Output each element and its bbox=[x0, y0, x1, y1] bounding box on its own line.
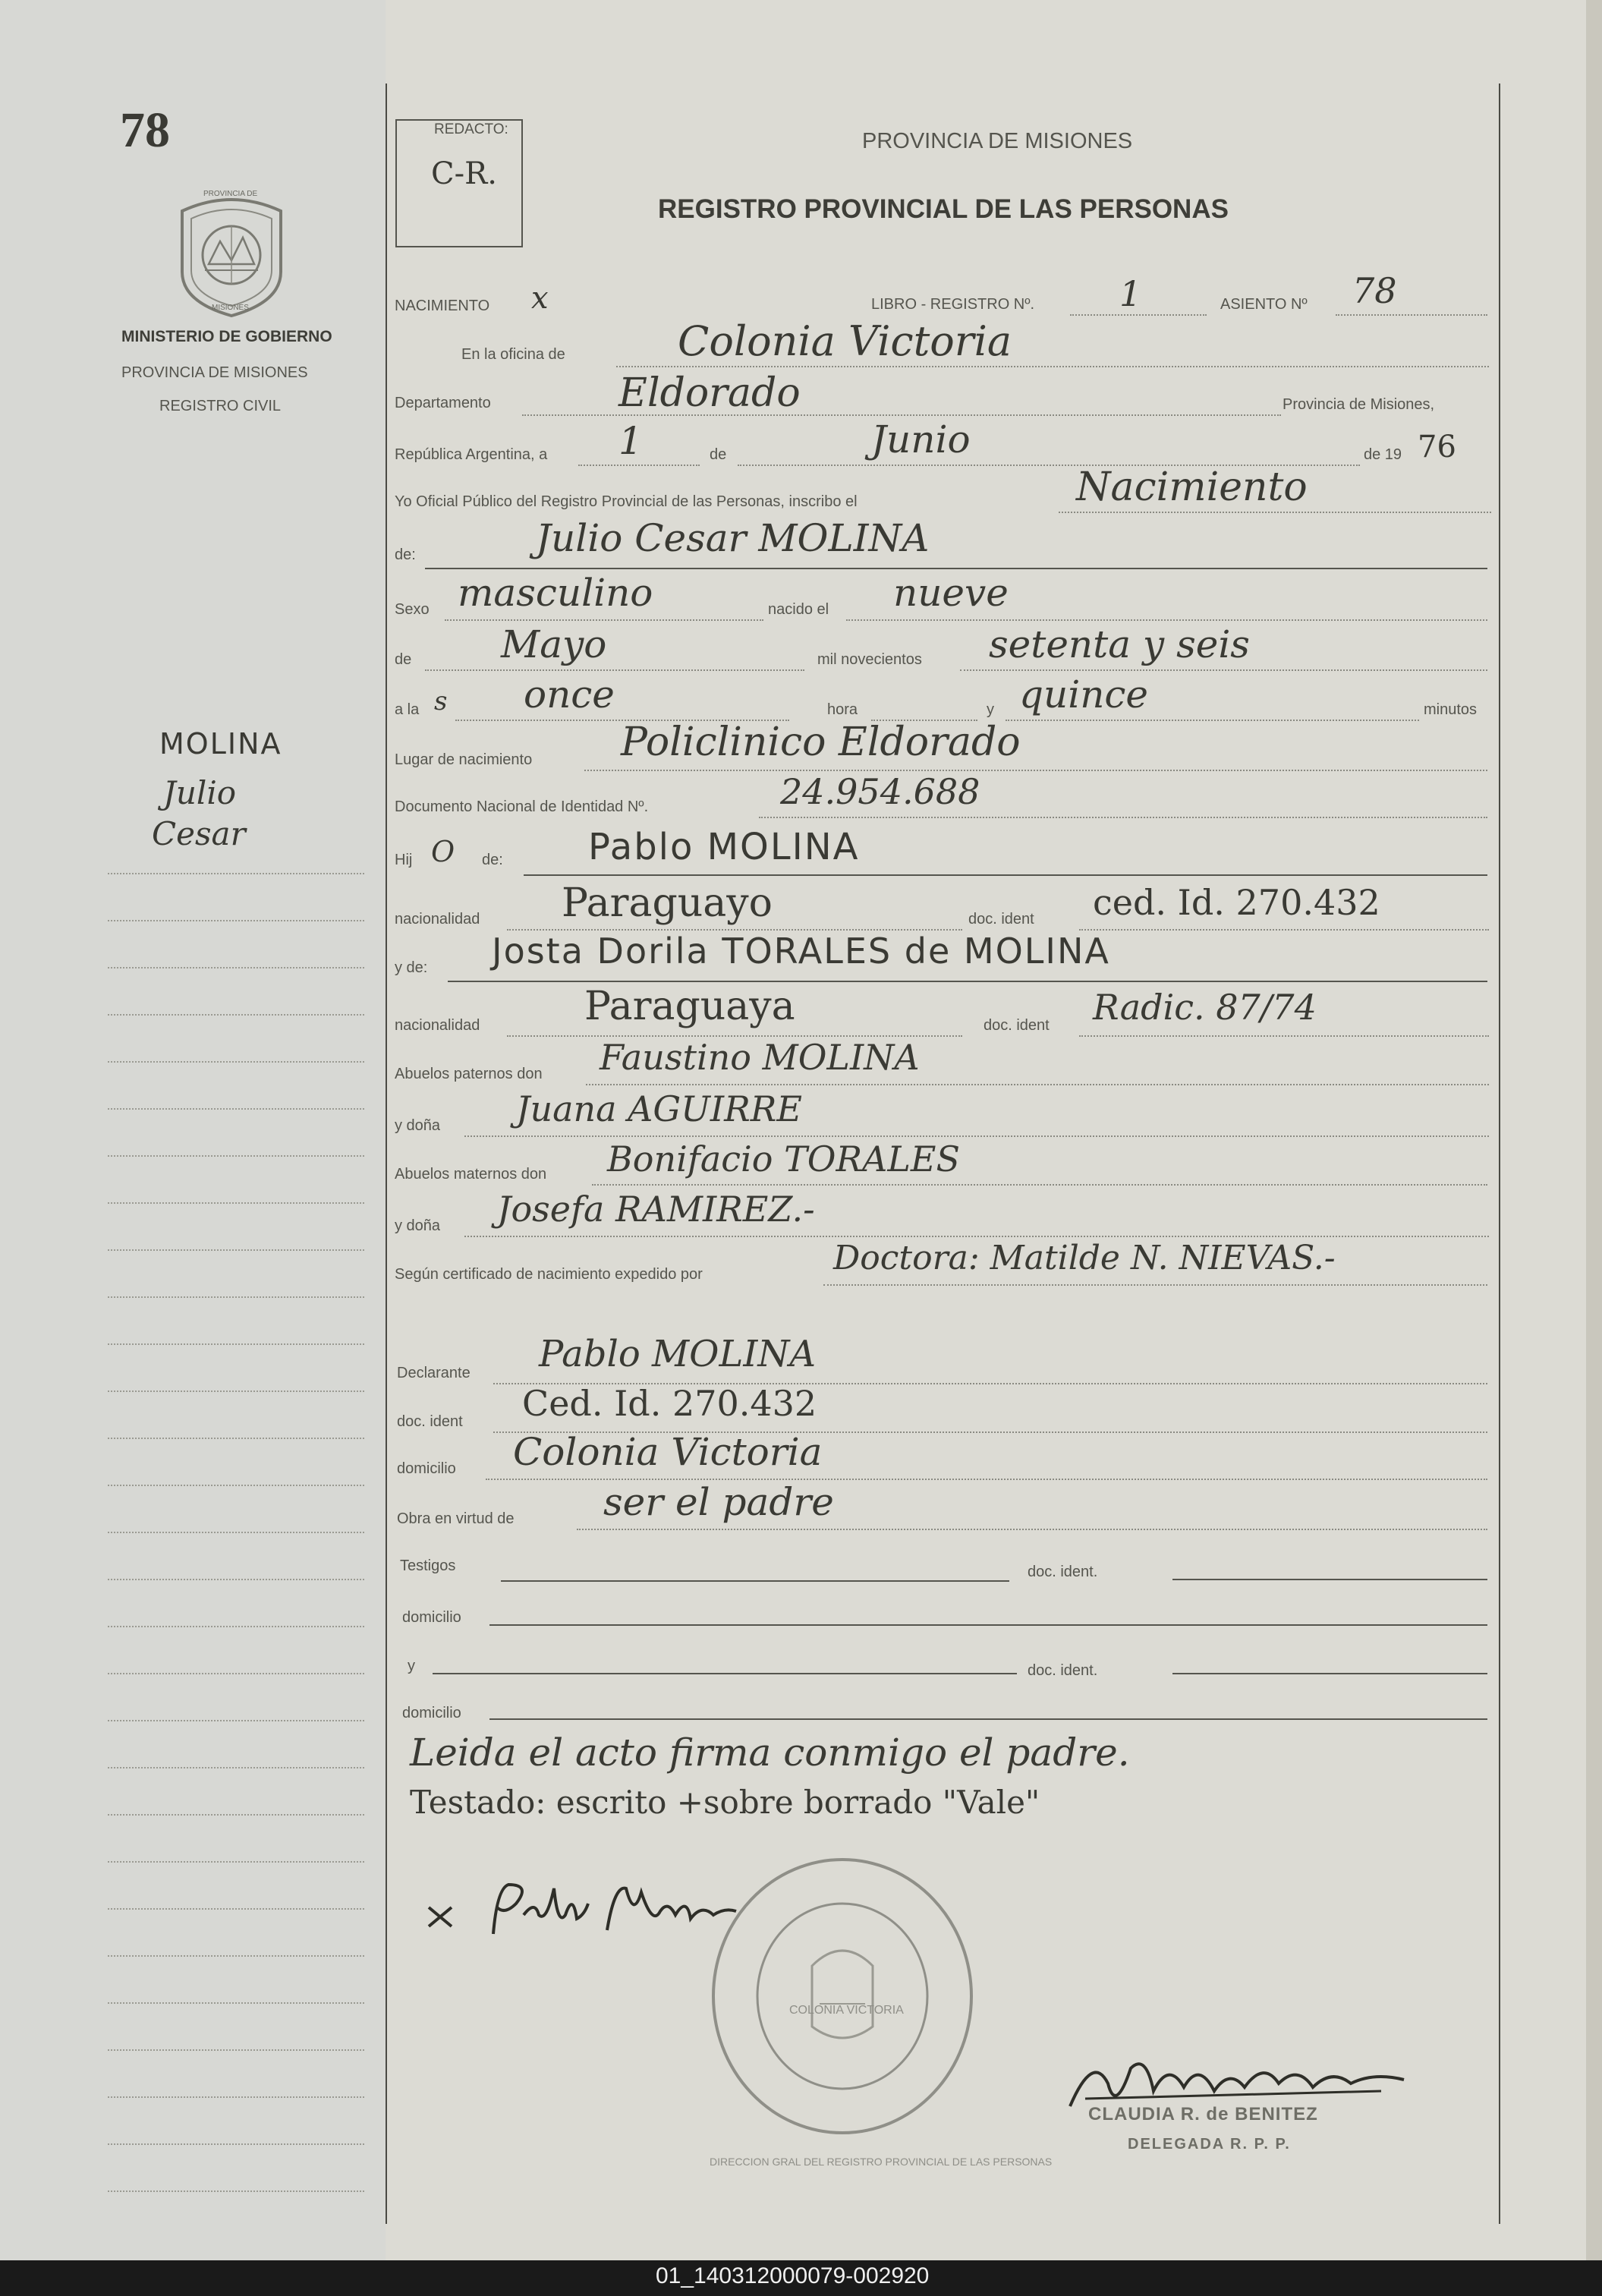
abuelos-paternos-line bbox=[586, 1084, 1489, 1085]
testigos-dom2-label: domicilio bbox=[402, 1705, 461, 1721]
crest-bottom-text: MISIONES bbox=[212, 304, 249, 312]
margin-rule-line bbox=[108, 1908, 364, 1910]
right-border-rule bbox=[1499, 83, 1500, 2224]
margin-rule-line bbox=[108, 1249, 364, 1251]
fecha-year-label: de 19 bbox=[1364, 446, 1402, 463]
testigos-y-label: y bbox=[408, 1658, 415, 1674]
margin-rule-line bbox=[108, 1108, 364, 1110]
madre-line bbox=[448, 981, 1487, 982]
nac-madre-doc-label: doc. ident bbox=[984, 1017, 1050, 1034]
abuelos-paternos-value: Faustino MOLINA bbox=[600, 1037, 920, 1078]
abuelos-paternos-label: Abuelos paternos don bbox=[395, 1066, 543, 1082]
asiento-line bbox=[1336, 314, 1487, 316]
certificado-label: Según certificado de nacimiento expedido por bbox=[395, 1266, 703, 1283]
declarant-signature-text bbox=[455, 1943, 461, 1944]
testigos-label: Testigos bbox=[400, 1557, 456, 1574]
closing-line1: Leida el acto firma conmigo el padre. bbox=[410, 1731, 1130, 1775]
declarante-label: Declarante bbox=[397, 1365, 471, 1381]
fecha-day-line bbox=[578, 465, 700, 466]
abuela-materna-label: y doña bbox=[395, 1217, 441, 1234]
inscribo-label: Yo Oficial Público del Registro Provincial de las Personas, inscribo el bbox=[395, 493, 858, 510]
closing-line2: Testado: escrito +sobre borrado "Vale" bbox=[410, 1784, 1040, 1821]
redacto-value: C-R. bbox=[431, 156, 497, 191]
lugar-line bbox=[584, 770, 1487, 771]
crest-top-text: PROVINCIA DE bbox=[203, 190, 258, 198]
mes-value: Mayo bbox=[501, 622, 607, 666]
nacimiento-label: NACIMIENTO bbox=[395, 298, 490, 314]
mes-label: de bbox=[395, 651, 412, 668]
dni-label: Documento Nacional de Identidad Nº. bbox=[395, 798, 649, 815]
testigos-dom2-line bbox=[489, 1718, 1487, 1720]
mil-value: setenta y seis bbox=[989, 622, 1250, 666]
fecha-month: Junio bbox=[871, 417, 971, 461]
margin-rule-line bbox=[108, 1061, 364, 1063]
nacido-value: nueve bbox=[893, 571, 1009, 615]
abuelos-maternos-line bbox=[592, 1184, 1487, 1186]
page-edge bbox=[1586, 0, 1602, 2260]
margin-rule-line bbox=[108, 1626, 364, 1627]
margin-note-surname: MOLINA bbox=[159, 727, 282, 761]
nac-padre-doc-label: doc. ident bbox=[968, 911, 1034, 928]
oficina-value: Colonia Victoria bbox=[678, 317, 1012, 365]
minutos-line bbox=[1006, 720, 1419, 721]
testigos-doc2-line bbox=[1172, 1673, 1487, 1674]
margin-rule-line bbox=[108, 1532, 364, 1533]
testigos-doc-label: doc. ident. bbox=[1028, 1564, 1098, 1580]
abuela-paterna-label: y doña bbox=[395, 1117, 441, 1134]
official-title: DELEGADA R. P. P. bbox=[1128, 2136, 1291, 2153]
margin-rule-line bbox=[108, 1343, 364, 1345]
provincia-suffix: Provincia de Misiones, bbox=[1283, 396, 1435, 413]
madre-label: y de: bbox=[395, 959, 428, 976]
mil-label: mil novecientos bbox=[817, 651, 922, 668]
testigos-doc2-label: doc. ident. bbox=[1028, 1662, 1098, 1679]
hijo-line bbox=[524, 874, 1487, 876]
hijo-suffix: O bbox=[431, 835, 455, 868]
margin-rule-line bbox=[108, 1014, 364, 1016]
nacido-label: nacido el bbox=[768, 601, 829, 618]
libro-value: 1 bbox=[1119, 273, 1142, 314]
fecha-year: 76 bbox=[1418, 430, 1456, 465]
decl-doc-value: Ced. Id. 270.432 bbox=[522, 1383, 817, 1424]
sexo-label: Sexo bbox=[395, 601, 430, 618]
margin-rule-line bbox=[108, 920, 364, 921]
margin-rule-line bbox=[108, 1955, 364, 1957]
nac-padre-doc: ced. Id. 270.432 bbox=[1093, 882, 1380, 923]
fecha-label: República Argentina, a bbox=[395, 446, 548, 463]
dni-value: 24.954.688 bbox=[780, 771, 980, 812]
abuela-paterna-line bbox=[464, 1135, 1489, 1137]
nac-madre-label: nacionalidad bbox=[395, 1017, 480, 1034]
nac-madre-doc: Radic. 87/74 bbox=[1093, 987, 1317, 1028]
footer-bar bbox=[0, 2260, 1602, 2296]
margin-rule-line bbox=[108, 1202, 364, 1204]
minutos-label: minutos bbox=[1424, 701, 1478, 718]
abuela-materna-value: Josefa RAMIREZ.- bbox=[497, 1189, 815, 1230]
asiento-label: ASIENTO Nº bbox=[1220, 296, 1308, 313]
margin-rule-line bbox=[108, 2143, 364, 2145]
hora-value: once bbox=[524, 672, 615, 717]
header-registry: REGISTRO PROVINCIAL DE LAS PERSONAS bbox=[658, 194, 1229, 224]
margin-note-name2: Cesar bbox=[152, 815, 246, 852]
certificado-line bbox=[823, 1284, 1487, 1286]
oficina-line bbox=[616, 366, 1489, 367]
certificado-value: Doctora: Matilde N. NIEVAS.- bbox=[833, 1239, 1336, 1277]
de-line bbox=[425, 568, 1487, 569]
departamento-label: Departamento bbox=[395, 395, 491, 411]
nacido-line bbox=[846, 619, 1487, 621]
footer-code: 01_140312000079-002920 bbox=[656, 2263, 930, 2288]
margin-rule-line bbox=[108, 967, 364, 968]
obra-value: ser el padre bbox=[603, 1480, 834, 1524]
nac-madre-value: Paraguaya bbox=[584, 984, 795, 1029]
decl-doc-label: doc. ident bbox=[397, 1413, 463, 1430]
province-crest-icon bbox=[175, 188, 288, 317]
stamp-center-text: COLONIA VICTORIA bbox=[789, 2004, 904, 2017]
margin-note-name1: Julio bbox=[163, 774, 237, 811]
nac-padre-value: Paraguayo bbox=[562, 880, 773, 926]
nac-madre-doc-line bbox=[1079, 1035, 1489, 1037]
mes-line bbox=[425, 669, 804, 671]
abuelos-maternos-value: Bonifacio TORALES bbox=[607, 1139, 960, 1179]
departamento-value: Eldorado bbox=[618, 370, 801, 416]
hijo-label: Hij bbox=[395, 852, 413, 868]
lugar-label: Lugar de nacimiento bbox=[395, 751, 533, 768]
libro-line bbox=[1070, 314, 1207, 316]
declarant-signature bbox=[425, 1873, 751, 1942]
minutos-value: quince bbox=[1019, 672, 1148, 717]
abuela-paterna-value: Juana AGUIRRE bbox=[516, 1088, 802, 1129]
testigos-dom-line bbox=[489, 1624, 1487, 1626]
margin-rule-line bbox=[108, 1296, 364, 1298]
margin-rule-line bbox=[108, 1673, 364, 1674]
margin-rule-line bbox=[108, 1767, 364, 1768]
official-name: CLAUDIA R. de BENITEZ bbox=[1088, 2104, 1318, 2124]
fecha-day: 1 bbox=[618, 419, 643, 463]
header-province: PROVINCIA DE MISIONES bbox=[862, 129, 1133, 153]
margin-rule-line bbox=[108, 1391, 364, 1392]
sexo-line bbox=[445, 619, 763, 621]
obra-label: Obra en virtud de bbox=[397, 1510, 515, 1527]
margin-rule-line bbox=[108, 1720, 364, 1721]
oficina-label: En la oficina de bbox=[461, 346, 565, 363]
margin-rule-line bbox=[108, 1814, 364, 1816]
declarante-value: Pablo MOLINA bbox=[539, 1333, 816, 1375]
testigos-y-line bbox=[433, 1673, 1017, 1674]
ministry-title: MINISTERIO DE GOBIERNO bbox=[121, 328, 332, 345]
margin-rule-line bbox=[108, 2190, 364, 2192]
margin-rule-line bbox=[108, 1485, 364, 1486]
hijo-de-label: de: bbox=[482, 852, 503, 868]
libro-label: LIBRO - REGISTRO Nº. bbox=[871, 296, 1035, 313]
mil-line bbox=[960, 669, 1487, 671]
inscribo-line bbox=[1059, 512, 1491, 513]
sexo-value: masculino bbox=[458, 571, 653, 615]
nac-padre-label: nacionalidad bbox=[395, 911, 480, 928]
margin-rule-line bbox=[108, 2096, 364, 2098]
de-label: de: bbox=[395, 546, 416, 563]
hora-label: hora bbox=[827, 701, 858, 718]
margin-rule-line bbox=[108, 873, 364, 874]
margin-rule-line bbox=[108, 2002, 364, 2004]
decl-domicilio-value: Colonia Victoria bbox=[513, 1430, 823, 1474]
margin-rule-line bbox=[108, 1438, 364, 1439]
obra-line bbox=[577, 1529, 1487, 1530]
margin-rule-line bbox=[108, 2049, 364, 2051]
testigos-doc-line bbox=[1172, 1579, 1487, 1580]
margin-rule-line bbox=[108, 1861, 364, 1863]
madre-value: Josta Dorila TORALES de MOLINA bbox=[492, 931, 1110, 972]
abuela-materna-line bbox=[464, 1236, 1489, 1237]
margin-rule-line bbox=[108, 1579, 364, 1580]
stamp-ring-text: DIRECCION GRAL DEL REGISTRO PROVINCIAL DE LAS PERSONAS bbox=[710, 2156, 1053, 2168]
lugar-value: Policlinico Eldorado bbox=[621, 720, 1021, 765]
hora-y-label: y bbox=[987, 701, 994, 718]
testigos-line bbox=[501, 1580, 1009, 1582]
margin-rule-line bbox=[108, 1155, 364, 1157]
hora-a-label: a la bbox=[395, 701, 420, 718]
inscribo-value: Nacimiento bbox=[1076, 465, 1308, 510]
ministry-province: PROVINCIA DE MISIONES bbox=[121, 364, 308, 381]
decl-domicilio-label: domicilio bbox=[397, 1460, 456, 1477]
de-value: Julio Cesar MOLINA bbox=[536, 516, 930, 560]
nac-padre-doc-line bbox=[1079, 929, 1489, 931]
abuelos-maternos-label: Abuelos maternos don bbox=[395, 1166, 547, 1183]
hijo-value: Pablo MOLINA bbox=[588, 826, 860, 868]
ministry-registry: REGISTRO CIVIL bbox=[159, 398, 282, 414]
asiento-value: 78 bbox=[1352, 270, 1397, 311]
nacimiento-mark: x bbox=[531, 281, 549, 316]
dni-line bbox=[759, 817, 1487, 818]
margin-rule bbox=[386, 83, 387, 2224]
page-number: 78 bbox=[120, 102, 170, 158]
testigos-dom-label: domicilio bbox=[402, 1609, 461, 1626]
redacto-label: REDACTO: bbox=[434, 121, 508, 137]
hora-a-suffix: s bbox=[434, 686, 448, 717]
fecha-de-label: de bbox=[710, 446, 727, 463]
